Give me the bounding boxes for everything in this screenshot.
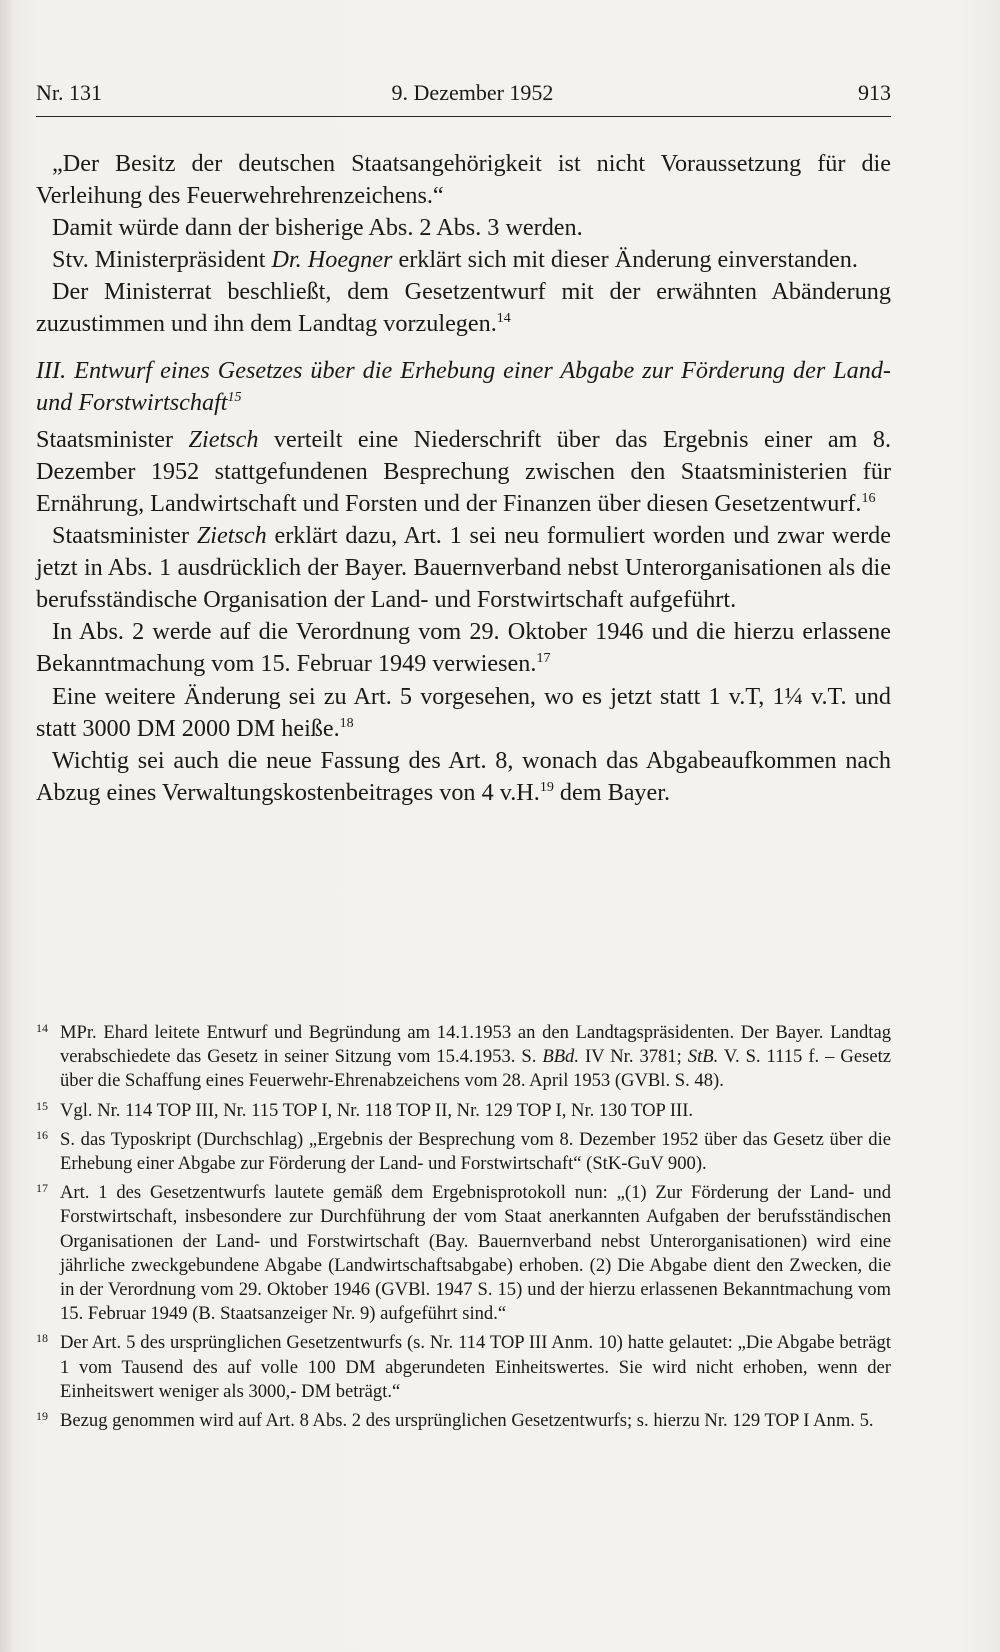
person-name: Zietsch: [196, 522, 267, 550]
footnote-ref: 14: [496, 310, 511, 327]
footnote-ref: 18: [339, 714, 354, 731]
footnote-19: 19 Bezug genommen wird auf Art. 8 Abs. 2 des ursprünglichen Gesetzentwurfs; s. hierzu Nr. 129 TOP I Anm. 5.: [36, 1409, 874, 1432]
footnote-18: 18 Der Art. 5 des ursprünglichen Gesetzentwurfs (s. Nr. 114 TOP III Anm. 10) hatte gelautet: „Die Abgabe beträgt 1 vom Tausend des auf volle 100 DM abgerundeten Einheitswertes. Sie wird nicht erhoben, wenn der Einheitswert weniger als 3000,- DM beträgt.“: [36, 1331, 891, 1402]
paragraph-zietsch-2: Staatsminister Zietsch erklärt dazu, Art. 1 sei neu formuliert worden und zwar werde jetzt in Abs. 1 ausdrücklich der Bayer. Bauernverband nebst Unterorganisationen als die berufsständische Organisation der Land- und Forstwirtschaft aufgeführt.: [36, 522, 892, 614]
footnote-14: 14 MPr. Ehard leitete Entwurf und Begründung am 14.1.1953 an den Landtagspräsidenten. Der Bayer. Landtag verabschiedete das Gesetz in seiner Sitzung vom 15.4.1953. S. BBd. IV Nr. 3781; StB. V. S. 1115 f. – Gesetz über die Schaffung eines Feuerwehr-Ehrenabzeichens vom 28. April 1953 (GVBl. S. 48).: [36, 1021, 891, 1092]
paragraph-zietsch-1: Staatsminister Zietsch verteilt eine Niederschrift über das Ergebnis einer am 8. Dezember 1952 stattgefundenen Besprechung zwischen den Staatsministerien für Ernährung, Landwirtschaft und Forsten und der Finanzen über diesen Gesetzentwurf.$^{16}$: [36, 425, 891, 517]
footnote-ref: 19: [539, 778, 554, 795]
person-name: Zietsch: [188, 425, 259, 453]
running-header: [36, 80, 891, 117]
footnote-15: 15 Vgl. Nr. 114 TOP III, Nr. 115 TOP I, Nr. 118 TOP II, Nr. 129 TOP I, Nr. 130 TOP III.: [36, 1098, 694, 1121]
footnote-17: 17 Art. 1 des Gesetzentwurfs lautete gemäß dem Ergebnisprotokoll nun: „(1) Zur Förderung der Land- und Forstwirtschaft, insbesondere zur Durchführung der vom Staat anerkannten Aufgaben der berufsständischen Organisationen der Land- und Forstwirtschaft (Bay. Bauernverband nebst Unterorganisationen) wird eine jährliche zweckgebundene Abgabe (Landwirtschaftsabgabe) erhoben. (2) Die Abgabe dient den Zwecken, die in der Verordnung vom 29. Oktober 1946 (GVBl. 1947 S. 15) und der hierzu erlassenen Bekanntmachung vom 15. Februar 1949 (B. Staatsanzeiger Nr. 9) aufgeführt sind.“: [36, 1181, 891, 1325]
main-text: [36, 148, 891, 809]
footnotes: [36, 1021, 891, 1438]
paragraph-abs: Damit würde dann der bisherige Abs. 2 Abs. 3 werden.: [52, 214, 583, 242]
paragraph-hoegner: Stv. Ministerpräsident Dr. Hoegner erklärt sich mit dieser Änderung einverstanden.: [52, 246, 858, 274]
footnote-ref: 16: [861, 489, 876, 506]
paragraph-art8: Wichtig sei auch die neue Fassung des Art. 8, wonach das Abgabeaufkommen nach Abzug eines Verwaltungskostenbeitrages von 4 v.H.$^{19}$ dem Bayer.: [36, 746, 891, 806]
footnote-ref: 15: [227, 388, 242, 405]
paragraph-art5: Eine weitere Änderung sei zu Art. 5 vorgesehen, wo es jetzt statt 1 v.T, 1¼ v.T. und statt 3000 DM 2000 DM heiße.$^{18}$: [36, 682, 891, 742]
header-date: 9. Dezember 1952: [391, 80, 554, 105]
document-number: Nr. 131: [36, 80, 102, 105]
paragraph-abs2: In Abs. 2 werde auf die Verordnung vom 29. Oktober 1946 und die hierzu erlassene Bekanntmachung vom 15. Februar 1949 verwiesen.$^{17}$: [36, 618, 891, 678]
person-name: Dr. Hoegner: [271, 246, 393, 274]
section-heading: III. Entwurf eines Gesetzes über die Erhebung einer Abgabe zur Förderung der Land- und Forstwirtschaft$^{15}$: [36, 356, 891, 416]
paragraph-quote: „Der Besitz der deutschen Staatsangehörigkeit ist nicht Voraussetzung für die Verleihung des Feuerwehrehrenzeichens.“: [36, 150, 891, 210]
footnote-16: 16 S. das Typoskript (Durchschlag) „Ergebnis der Besprechung vom 8. Dezember 1952 über das Gesetz über die Erhebung einer Abgabe zur Förderung der Land- und Forstwirtschaft“ (StK-GuV 900).: [36, 1127, 891, 1175]
page-number: 913: [858, 80, 891, 105]
footnote-ref: 17: [536, 650, 551, 667]
paragraph-decision: Der Ministerrat beschließt, dem Gesetzentwurf mit der erwähnten Abänderung zuzustimmen und ihn dem Landtag vorzulegen.$^{14}$: [36, 278, 891, 338]
